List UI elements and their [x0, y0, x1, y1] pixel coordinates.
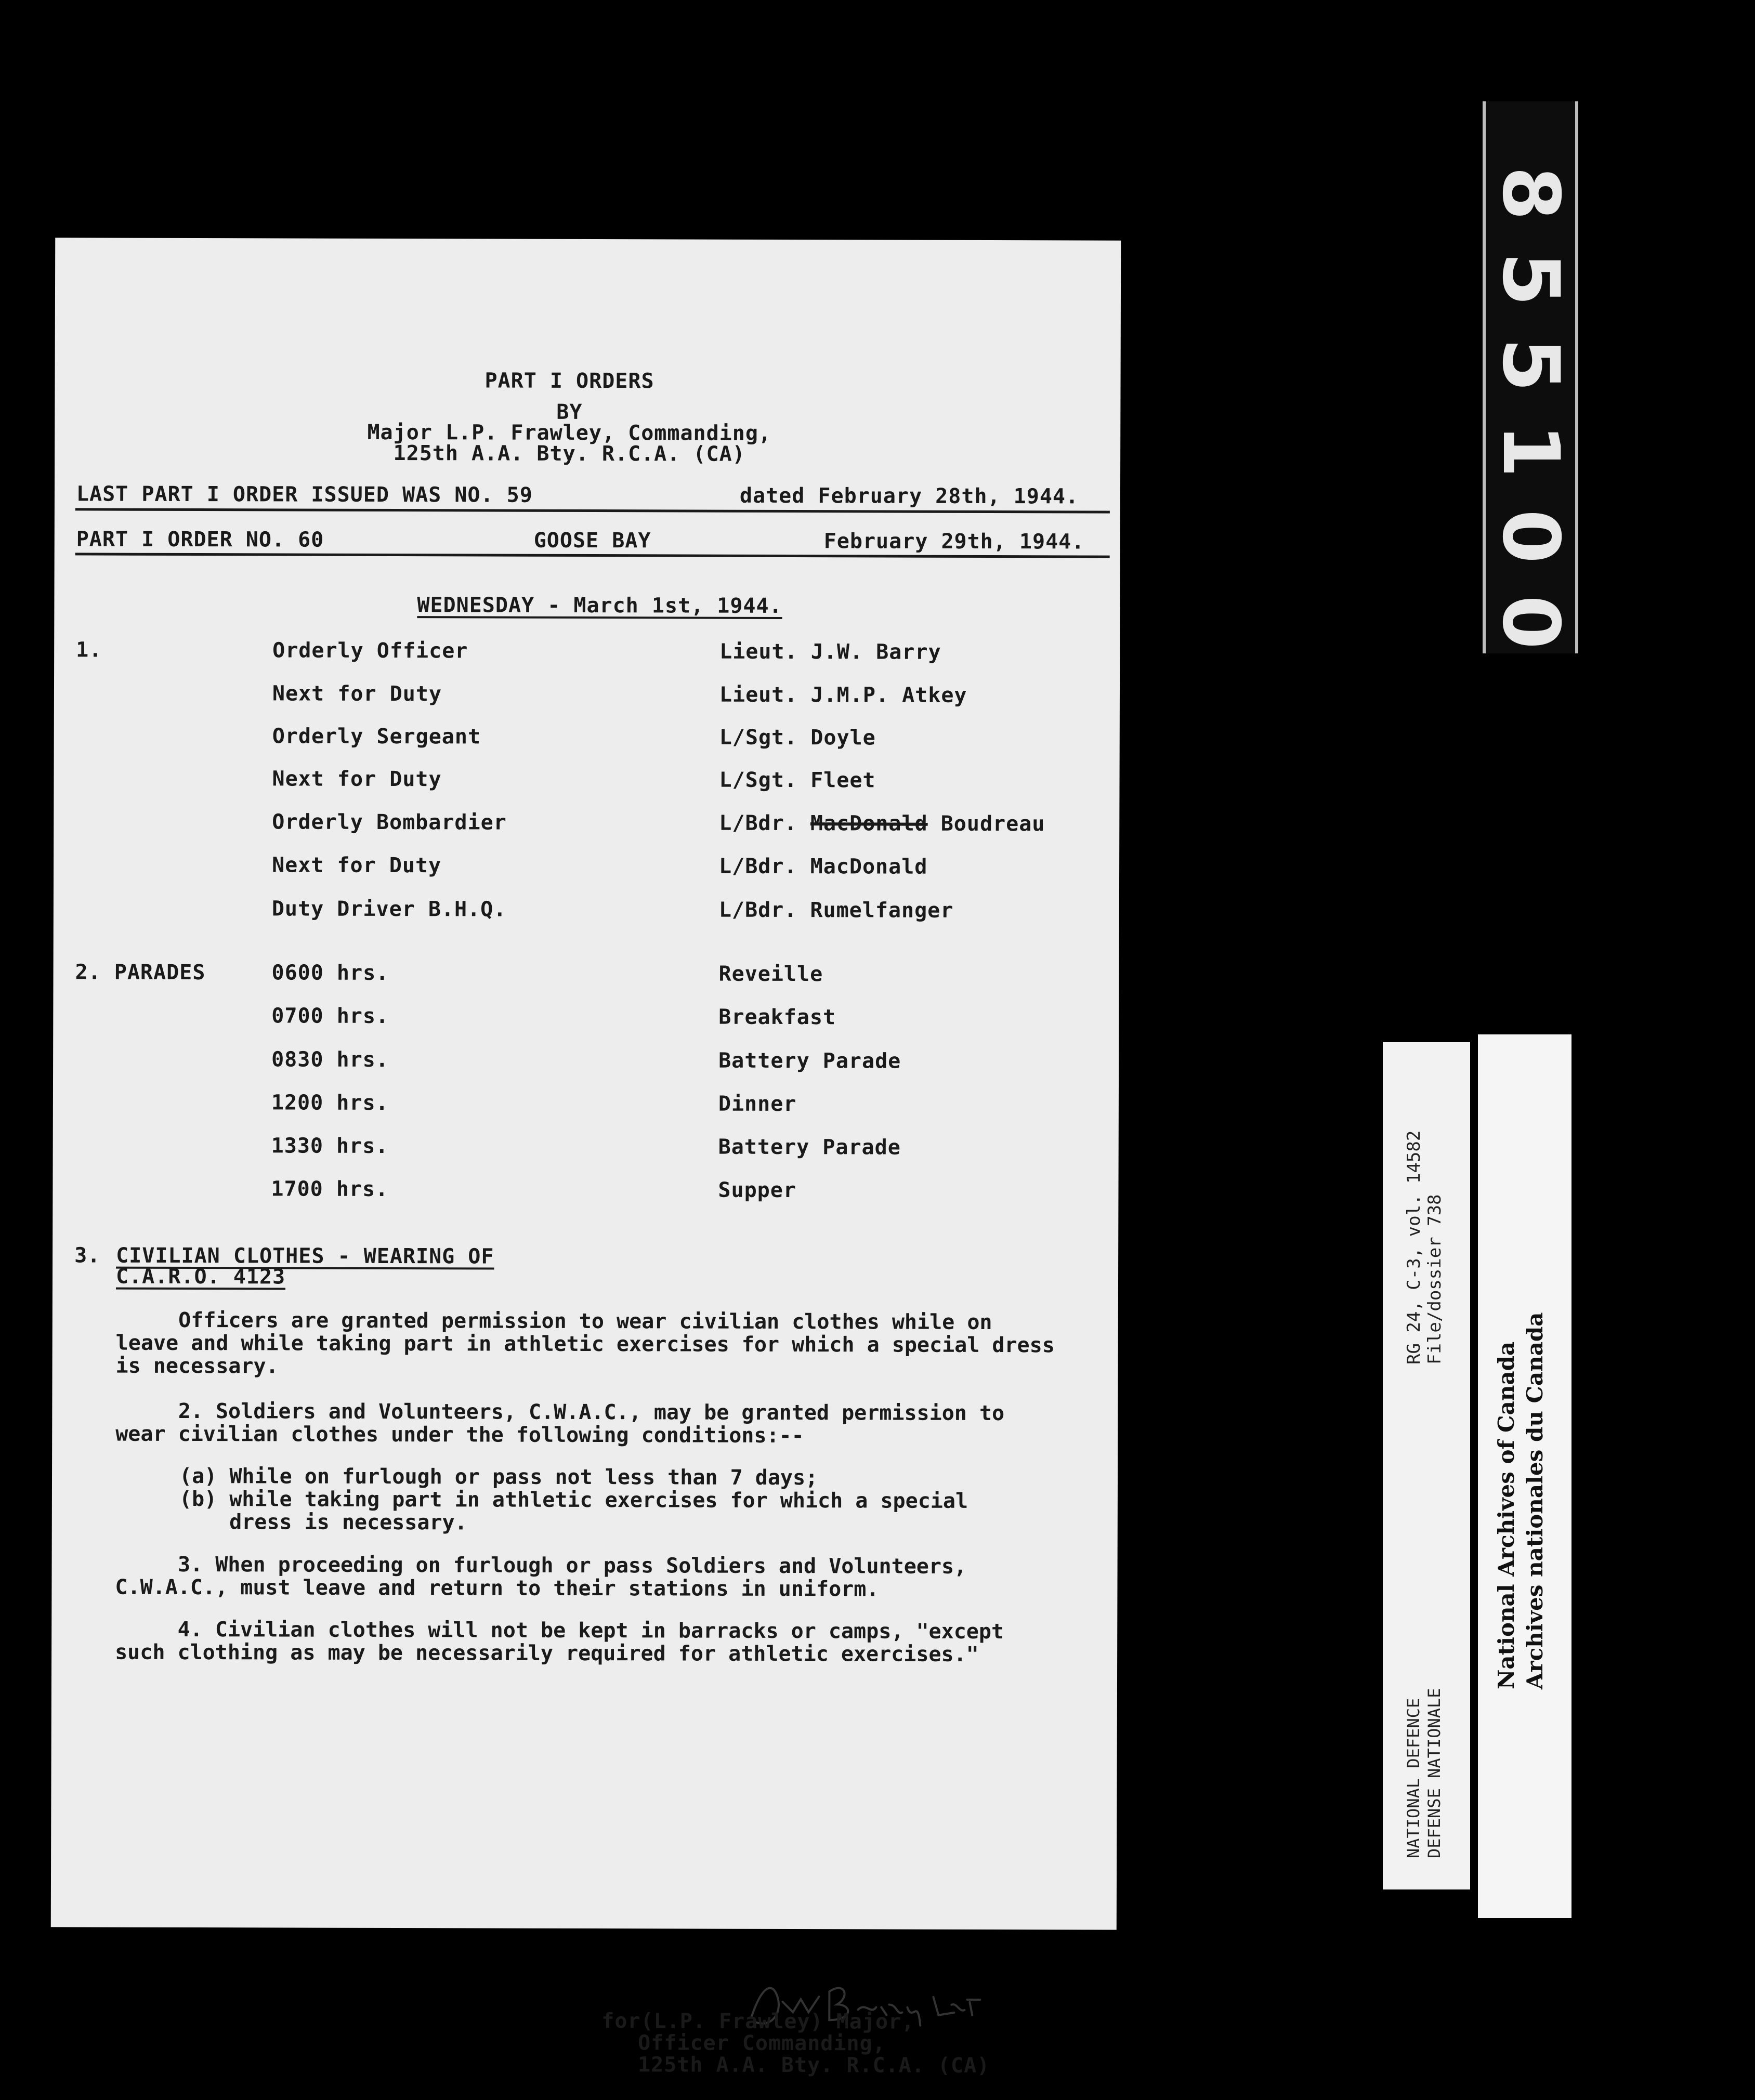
parade-event: Breakfast [718, 1005, 836, 1030]
header-commander: Major L.P. Frawley, Commanding, [367, 420, 772, 445]
duty-role: Orderly Officer [272, 638, 468, 663]
signature-line-2: Officer Commanding, [638, 2031, 886, 2056]
section-3-reference: C.A.R.O. 4123 [115, 1264, 286, 1289]
parade-event: Battery Parade [718, 1135, 901, 1160]
archives-french: Archives nationales du Canada [1522, 1312, 1548, 1689]
archive-reference-line-2: File/dossier 738 [1424, 1194, 1445, 1364]
conditions-list: (a) While on furlough or pass not less than 7 days; (b) while taking part in athletic exercises for which a special dress is necessary. [179, 1464, 968, 1535]
national-archives-label [1478, 1034, 1571, 1918]
duty-name: L/Bdr. MacDonald [719, 854, 928, 879]
duty-name: L/Bdr. Rumelfanger [718, 898, 954, 923]
header-title: PART I ORDERS [484, 369, 654, 393]
section-3-heading: CIVILIAN CLOTHES - WEARING OF [116, 1243, 494, 1269]
header-unit: 125th A.A. Bty. R.C.A. (CA) [393, 441, 745, 466]
last-order-issued: LAST PART I ORDER ISSUED WAS NO. 59 [76, 482, 533, 507]
day-heading: WEDNESDAY - March 1st, 1944. [417, 593, 782, 618]
duty-name: Lieut. J.M.P. Atkey [719, 682, 967, 707]
header-by: BY [556, 400, 583, 424]
department-line-2: DEFENSE NATIONALE [1424, 1688, 1444, 1858]
frame-digit: 5 [1485, 337, 1576, 392]
duty-role: Next for Duty [272, 681, 442, 706]
last-order-date: dated February 28th, 1944. [739, 483, 1079, 509]
parade-event: Dinner [718, 1092, 797, 1117]
parade-time: 1700 hrs. [271, 1177, 389, 1202]
paragraph-1: Officers are granted permission to wear civilian clothes while on leave and while taking part in athletic exercises for which a special dress is necessary. [115, 1308, 1055, 1379]
duty-name-prefix: L/Bdr. [719, 811, 797, 836]
signature-line-1: for(L.P. Frawley) Major, [601, 2009, 915, 2034]
microfilm-frame-number [1483, 101, 1578, 653]
section-2-label: 2. PARADES [75, 960, 206, 985]
parade-time: 1330 hrs. [271, 1134, 389, 1159]
paragraph-2: 2. Soldiers and Volunteers, C.W.A.C., may be granted permission to wear civilian clothes under the following conditions:-- [115, 1399, 1005, 1448]
order-date: February 29th, 1944. [823, 529, 1085, 554]
parade-time: 0830 hrs. [271, 1047, 389, 1072]
signature-line-3: 125th A.A. Bty. R.C.A. (CA) [637, 2053, 990, 2078]
rule-line [75, 508, 1110, 513]
rule-line [75, 553, 1110, 558]
duty-role: Next for Duty [272, 767, 442, 792]
section-3-number: 3. [74, 1243, 101, 1268]
duty-role: Duty Driver B.H.Q. [271, 897, 507, 922]
frame-digit: 8 [1485, 166, 1576, 221]
order-number: PART I ORDER NO. 60 [76, 527, 324, 552]
frame-digit: 0 [1485, 509, 1576, 564]
parade-event: Supper [718, 1178, 797, 1203]
order-location: GOOSE BAY [533, 528, 651, 553]
paragraph-4: 4. Civilian clothes will not be kept in barracks or camps, "except such clothing as may be necessarily required for athletic exercises." [115, 1617, 1004, 1666]
duty-name [719, 811, 1045, 836]
parade-time: 0600 hrs. [271, 961, 389, 986]
frame-digit: 5 [1485, 252, 1576, 307]
document-page [51, 238, 1121, 2078]
section-1-number: 1. [76, 638, 102, 662]
duty-name-struck: MacDonald [810, 811, 928, 836]
duty-name: Lieut. J.W. Barry [719, 639, 941, 664]
parade-time: 0700 hrs. [271, 1004, 389, 1029]
paragraph-3: 3. When proceeding on furlough or pass Soldiers and Volunteers, C.W.A.C., must leave and return to their stations in uniform. [115, 1552, 967, 1602]
duty-role: Orderly Sergeant [272, 724, 481, 749]
frame-digit: 0 [1485, 595, 1576, 650]
duty-name: L/Sgt. Fleet [719, 768, 876, 793]
parade-event: Reveille [718, 962, 823, 987]
archive-reference-label [1383, 1042, 1470, 1889]
parade-time: 1200 hrs. [271, 1091, 389, 1115]
duty-name-suffix: Boudreau [940, 811, 1045, 836]
duty-role: Next for Duty [272, 853, 442, 878]
department-line-1: NATIONAL DEFENCE [1404, 1698, 1423, 1858]
duty-role: Orderly Bombardier [272, 810, 507, 835]
duty-name: L/Sgt. Doyle [719, 725, 876, 750]
archives-english: National Archives of Canada [1494, 1341, 1519, 1689]
archive-reference-line-1: RG 24, C-3, vol. 14582 [1404, 1130, 1424, 1364]
frame-digit: 1 [1485, 423, 1576, 478]
parade-event: Battery Parade [718, 1048, 901, 1073]
